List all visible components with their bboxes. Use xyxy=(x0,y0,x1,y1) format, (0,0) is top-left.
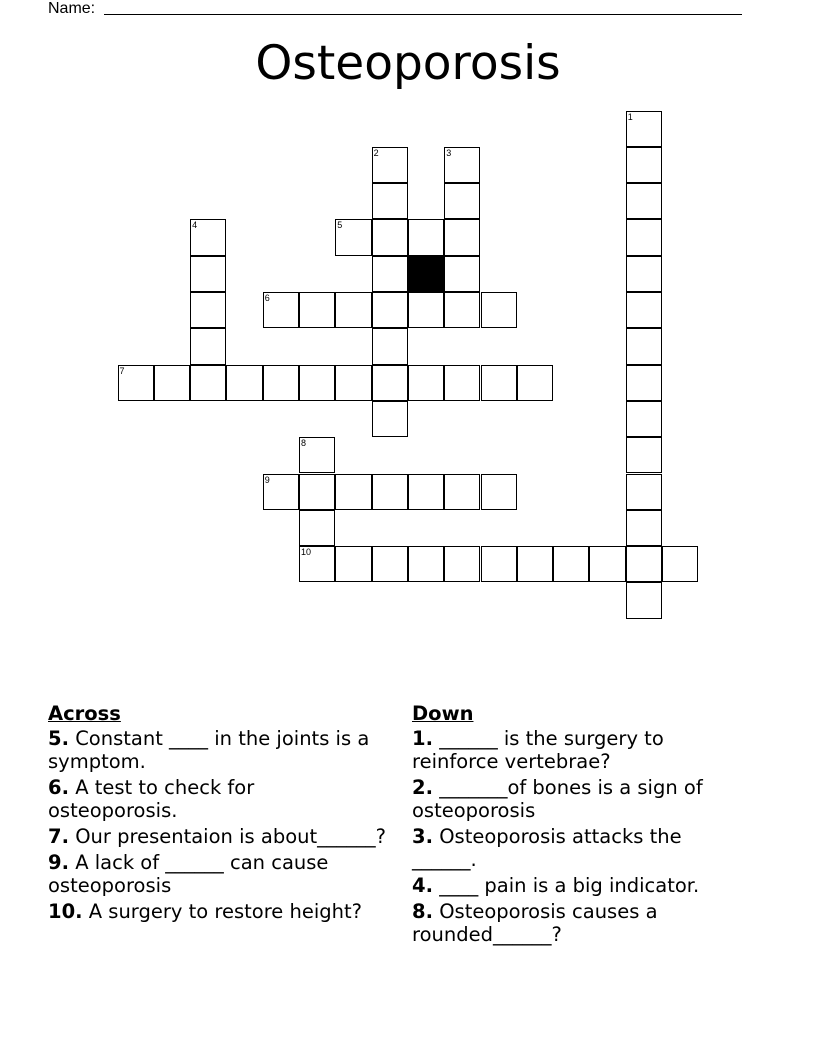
grid-cell[interactable] xyxy=(335,546,371,582)
grid-cell[interactable] xyxy=(444,365,480,401)
clue-number: 9. xyxy=(48,851,69,874)
grid-cell[interactable] xyxy=(263,365,299,401)
grid-cell[interactable] xyxy=(662,546,698,582)
grid-cell[interactable] xyxy=(553,546,589,582)
grid-cell[interactable] xyxy=(263,474,299,510)
clue-number-label: 6 xyxy=(264,293,270,303)
grid-cell[interactable] xyxy=(372,365,408,401)
clue-number-label: 2 xyxy=(373,147,379,158)
clue-text: ______ is the surgery to reinforce vertebrae? xyxy=(412,727,664,773)
clue-text: Osteoporosis attacks the ______. xyxy=(412,825,682,871)
down-clue xyxy=(412,874,752,897)
clue-text: ____ pain is a big indicator. xyxy=(439,874,700,897)
across-clue xyxy=(48,727,388,773)
grid-cell[interactable] xyxy=(372,328,408,364)
grid-cell[interactable] xyxy=(299,292,335,328)
grid-cell[interactable] xyxy=(408,219,444,255)
grid-cell[interactable] xyxy=(481,365,517,401)
grid-cell[interactable] xyxy=(335,365,371,401)
grid-cell[interactable] xyxy=(589,546,625,582)
grid-cell[interactable] xyxy=(444,219,480,255)
down-clues xyxy=(412,702,752,949)
grid-cell[interactable] xyxy=(335,219,371,255)
grid-cell[interactable] xyxy=(154,365,190,401)
clue-number-label: 9 xyxy=(264,474,270,485)
down-clue xyxy=(412,900,752,946)
grid-cell[interactable] xyxy=(444,256,480,292)
clue-number-label: 8 xyxy=(301,438,307,449)
clue-number-label: 3 xyxy=(446,147,452,158)
clue-number: 5. xyxy=(48,727,69,750)
clue-number-label: 4 xyxy=(192,220,198,231)
grid-cell[interactable] xyxy=(517,365,553,401)
grid-cell[interactable] xyxy=(299,437,335,473)
down-clue xyxy=(412,727,752,773)
grid-cell[interactable] xyxy=(626,582,662,618)
grid-cell[interactable] xyxy=(372,401,408,437)
grid-cell[interactable] xyxy=(372,219,408,255)
grid-cell[interactable] xyxy=(408,292,444,328)
grid-cell[interactable] xyxy=(444,292,480,328)
grid-cell[interactable] xyxy=(190,292,226,328)
clue-number-label: 1 xyxy=(627,111,633,122)
across-heading: Across xyxy=(48,702,121,725)
clue-text: A surgery to restore height? xyxy=(88,900,362,923)
grid-cell[interactable] xyxy=(372,292,408,328)
grid-cell[interactable] xyxy=(517,546,553,582)
grid-cell[interactable] xyxy=(408,546,444,582)
clue-text: A lack of ______ can cause osteoporosis xyxy=(48,851,329,897)
grid-cell[interactable] xyxy=(372,474,408,510)
clue-text: Our presentaion is about______? xyxy=(75,825,386,848)
grid-cell[interactable] xyxy=(626,510,662,546)
grid-cell[interactable] xyxy=(626,328,662,364)
grid-cell[interactable] xyxy=(299,365,335,401)
grid-cell[interactable] xyxy=(444,147,480,183)
grid-cell[interactable] xyxy=(626,256,662,292)
grid-cell[interactable] xyxy=(408,365,444,401)
clue-number-label: 10 xyxy=(301,547,312,558)
grid-cell[interactable] xyxy=(372,256,408,292)
clue-number: 1. xyxy=(412,727,433,750)
grid-cell[interactable] xyxy=(626,401,662,437)
clue-number-label: 7 xyxy=(119,365,125,376)
page-title: Osteoporosis xyxy=(255,36,561,91)
grid-cell[interactable] xyxy=(444,546,480,582)
grid-cell[interactable] xyxy=(226,365,262,401)
clue-number: 3. xyxy=(412,825,433,848)
clue-number: 8. xyxy=(412,900,433,923)
down-clue xyxy=(412,776,752,822)
grid-cell[interactable] xyxy=(299,510,335,546)
grid-cell[interactable] xyxy=(481,292,517,328)
black-cell xyxy=(408,256,444,292)
across-clue xyxy=(48,776,388,822)
clue-text: A test to check for osteoporosis. xyxy=(48,776,255,822)
grid-cell[interactable] xyxy=(626,474,662,510)
clue-text: Constant ____ in the joints is a symptom. xyxy=(48,727,370,773)
clue-text: _______of bones is a sign of osteoporosis xyxy=(412,776,703,822)
grid-cell[interactable] xyxy=(190,219,226,255)
grid-cell[interactable] xyxy=(626,365,662,401)
grid-cell[interactable] xyxy=(626,183,662,219)
grid-cell[interactable] xyxy=(626,147,662,183)
grid-cell[interactable] xyxy=(372,546,408,582)
clue-number: 7. xyxy=(48,825,69,848)
grid-cell[interactable] xyxy=(626,292,662,328)
grid-cell[interactable] xyxy=(190,365,226,401)
grid-cell[interactable] xyxy=(481,546,517,582)
grid-cell[interactable] xyxy=(372,183,408,219)
grid-cell[interactable] xyxy=(190,256,226,292)
grid-cell[interactable] xyxy=(444,474,480,510)
clue-text: Osteoporosis causes a rounded______? xyxy=(412,900,658,946)
grid-cell[interactable] xyxy=(481,474,517,510)
grid-cell[interactable] xyxy=(444,183,480,219)
grid-cell[interactable] xyxy=(335,292,371,328)
across-clues xyxy=(48,702,388,926)
down-heading: Down xyxy=(412,702,474,725)
grid-cell[interactable] xyxy=(626,546,662,582)
across-clue xyxy=(48,825,388,848)
grid-cell[interactable] xyxy=(190,328,226,364)
grid-cell[interactable] xyxy=(408,474,444,510)
across-clue xyxy=(48,900,388,923)
grid-cell[interactable] xyxy=(118,365,154,401)
clue-number: 4. xyxy=(412,874,433,897)
clue-number: 10. xyxy=(48,900,83,923)
name-label: Name: xyxy=(48,0,96,17)
grid-cell[interactable] xyxy=(335,474,371,510)
grid-cell[interactable] xyxy=(626,111,662,147)
grid-cell[interactable] xyxy=(263,292,299,328)
grid-cell[interactable] xyxy=(626,437,662,473)
down-clue xyxy=(412,825,752,871)
grid-cell[interactable] xyxy=(626,219,662,255)
grid-cell[interactable] xyxy=(372,147,408,183)
clue-number: 2. xyxy=(412,776,433,799)
grid-cell[interactable] xyxy=(299,474,335,510)
clue-number-label: 5 xyxy=(337,220,343,231)
clue-number: 6. xyxy=(48,776,69,799)
grid-cell[interactable] xyxy=(299,546,335,582)
across-clue xyxy=(48,851,388,897)
